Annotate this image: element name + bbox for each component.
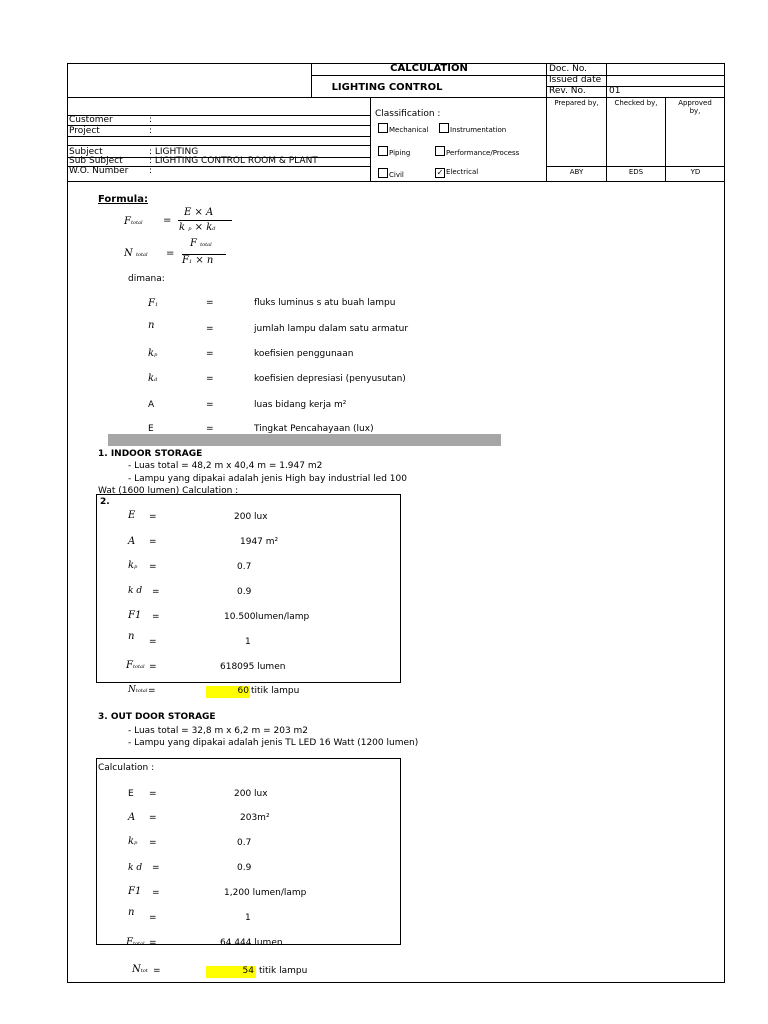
formula-ntotal-symbol: N total xyxy=(124,248,148,259)
def-equals: = xyxy=(206,324,214,334)
def-equals: = xyxy=(206,400,214,410)
meta-left-border xyxy=(546,63,547,182)
header-bottom-divider xyxy=(67,181,725,182)
subject-value: : LIGHTING xyxy=(149,147,199,157)
indoor-wrap-line: Wat (1600 lumen) Calculation : xyxy=(98,486,239,496)
def-symbol-kp: kp xyxy=(148,348,158,359)
formula-ftotal-numerator: E × A xyxy=(184,207,214,218)
indoor-symbol-e: E xyxy=(128,510,136,521)
prepared-by-label: Prepared by, xyxy=(554,99,599,107)
def-equals: = xyxy=(206,424,214,434)
outdoor-symbol-f1: F1 xyxy=(128,886,142,897)
indoor-eq: = xyxy=(149,562,157,572)
def-equals: = xyxy=(206,374,214,384)
checkbox-icon[interactable] xyxy=(378,146,388,156)
indoor-value-f1: 10.500lumen/lamp xyxy=(224,612,310,622)
classification-mechanical[interactable]: Mechanical xyxy=(378,123,428,134)
outdoor-symbol-e: E xyxy=(128,789,134,799)
outdoor-eq: = xyxy=(149,789,157,799)
customer-value: : xyxy=(149,115,153,125)
issued-date-label: Issued date xyxy=(549,75,602,85)
sign-row-line xyxy=(546,166,725,167)
checked-by-value: EDS xyxy=(628,168,644,176)
checkbox-icon[interactable] xyxy=(439,123,449,133)
indoor-value-kd: 0.9 xyxy=(237,587,252,597)
def-text-n: jumlah lampu dalam satu armatur xyxy=(254,324,409,334)
title-divider xyxy=(311,75,546,76)
classification-instrumentation[interactable]: Instrumentation xyxy=(439,123,506,134)
indoor-eq: = xyxy=(149,662,157,672)
indoor-symbol-kd: k d xyxy=(128,586,143,596)
outdoor-ntotal-value: 54 xyxy=(242,966,254,976)
customer-label: Customer xyxy=(69,115,113,125)
outdoor-eq: = xyxy=(149,938,157,948)
outdoor-value-n: 1 xyxy=(245,913,251,923)
classification-electrical[interactable]: ✓ Electrical xyxy=(436,168,479,177)
outdoor-eq: = xyxy=(149,813,157,823)
indoor-eq: = xyxy=(149,637,157,647)
outdoor-eq: = xyxy=(149,913,157,923)
project-gap-line xyxy=(67,145,370,146)
indoor-ntotal-eq: = xyxy=(148,686,156,696)
meta-value-border xyxy=(606,63,607,97)
outdoor-ntotal-eq: = xyxy=(153,966,161,976)
classification-performance[interactable]: Performance/Process xyxy=(435,146,519,157)
formula-heading: Formula: xyxy=(98,194,148,205)
checkbox-icon[interactable] xyxy=(378,123,388,133)
indoor-lamp-line: - Lampu yang dipakai adalah jenis High bay industrial led 100 xyxy=(128,474,407,484)
outdoor-value-e: 200 lux xyxy=(234,789,268,799)
prepared-by-value: ABY xyxy=(569,168,584,176)
outdoor-calc-label: Calculation : xyxy=(98,763,155,773)
outdoor-symbol-ftotal: Ftotal xyxy=(126,937,145,948)
indoor-symbol-kp: kp xyxy=(128,560,138,571)
outdoor-symbol-kp: kp xyxy=(128,836,138,847)
indoor-value-ftotal: 618095 lumen xyxy=(220,662,286,672)
header-divider xyxy=(67,97,725,98)
checkbox-icon[interactable] xyxy=(378,168,388,178)
classification-piping[interactable]: Piping xyxy=(378,146,410,157)
outdoor-eq: = xyxy=(149,838,157,848)
doc-title: CALCULATION xyxy=(390,63,468,74)
wo-number-value: : xyxy=(149,166,153,176)
checkbox-icon[interactable] xyxy=(435,146,445,156)
def-text-a: luas bidang kerja m² xyxy=(254,400,347,410)
def-text-f1: fluks luminus s atu buah lampu xyxy=(254,298,396,308)
def-text-kp: koefisien penggunaan xyxy=(254,349,354,359)
outdoor-value-ftotal: 64.444 lumen xyxy=(220,938,283,948)
formula-ntotal-numerator: F total xyxy=(190,238,212,249)
indoor-symbol-ftotal: Ftotal xyxy=(126,660,145,671)
indoor-value-a: 1947 m² xyxy=(240,537,279,547)
doc-subtitle: LIGHTING CONTROL xyxy=(331,82,443,93)
subsubject-value: : LIGHTING CONTROL ROOM & PLANT xyxy=(149,156,318,166)
indoor-heading: 1. INDOOR STORAGE xyxy=(98,449,203,459)
def-symbol-n: n xyxy=(148,320,155,331)
indoor-eq: = xyxy=(149,537,157,547)
formula-ftotal-equals: = xyxy=(163,215,172,226)
indoor-ntotal-symbol: Ntotal xyxy=(128,685,148,695)
outdoor-ntotal-unit: titik lampu xyxy=(259,966,308,976)
grey-separator-bar xyxy=(108,434,501,446)
formula-ntotal-equals: = xyxy=(166,248,175,259)
outdoor-lamp-line: - Lampu yang dipakai adalah jenis TL LED 16 Watt (1200 lumen) xyxy=(128,738,419,748)
outdoor-symbol-a: A xyxy=(128,812,136,823)
classification-label: Classification : xyxy=(375,109,441,119)
approved-by-value: YD xyxy=(690,168,701,176)
def-text-e: Tingkat Pencahayaan (lux) xyxy=(254,424,374,434)
outdoor-value-kd: 0.9 xyxy=(237,863,252,873)
indoor-symbol-f1: F1 xyxy=(128,610,142,621)
formula-ntotal-denominator: F1 × n xyxy=(182,255,214,266)
def-equals: = xyxy=(206,349,214,359)
formula-ftotal-fraction-bar xyxy=(178,220,232,221)
classification-left-border xyxy=(370,97,371,182)
outdoor-eq: = xyxy=(152,863,160,873)
indoor-symbol-a: A xyxy=(128,536,136,547)
customer-line xyxy=(67,125,370,126)
project-value: : xyxy=(149,126,153,136)
outdoor-value-f1: 1,200 lumen/lamp xyxy=(224,888,307,898)
rev-no-label: Rev. No. xyxy=(549,86,586,96)
def-symbol-e: E xyxy=(148,424,154,434)
indoor-area-line: - Luas total = 48,2 m x 40,4 m = 1.947 m2 xyxy=(128,461,323,471)
indoor-value-n: 1 xyxy=(245,637,251,647)
checkmark-icon[interactable]: ✓ xyxy=(436,168,444,177)
checked-by-label: Checked by, xyxy=(614,99,658,107)
indoor-eq: = xyxy=(149,512,157,522)
outdoor-area-line: - Luas total = 32,8 m x 6,2 m = 203 m2 xyxy=(128,726,309,736)
indoor-eq: = xyxy=(152,612,160,622)
def-symbol-kd: kd xyxy=(148,373,158,384)
def-symbol-a: A xyxy=(148,400,155,410)
project-line xyxy=(67,136,370,137)
outdoor-value-kp: 0.7 xyxy=(237,838,252,848)
indoor-eq: = xyxy=(152,587,160,597)
subsubject-label: Sub Subject xyxy=(69,156,123,166)
outdoor-symbol-kd: k d xyxy=(128,863,143,873)
indoor-ntotal-value: 60 xyxy=(237,686,249,696)
def-symbol-f1: F1 xyxy=(148,298,159,309)
def-text-kd: koefisien depresiasi (penyusutan) xyxy=(254,374,406,384)
project-label: Project xyxy=(69,126,100,136)
outdoor-symbol-n: n xyxy=(128,907,135,918)
indoor-value-e: 200 lux xyxy=(234,512,268,522)
formula-ftotal-denominator: k p × kd xyxy=(179,222,216,233)
rev-no-value: 01 xyxy=(609,86,621,96)
doc-no-label: Doc. No. xyxy=(549,64,588,74)
wo-number-label: W.O. Number xyxy=(69,166,129,176)
outdoor-heading: 3. OUT DOOR STORAGE xyxy=(98,712,216,722)
dimana-label: dimana: xyxy=(128,274,165,284)
outdoor-eq: = xyxy=(152,888,160,898)
subject-label: Subject xyxy=(69,147,103,157)
def-equals: = xyxy=(206,298,214,308)
formula-ftotal-symbol: Ftotal xyxy=(124,216,143,227)
approved-by-label: Approved by, xyxy=(678,99,712,115)
indoor-ntotal-unit: titik lampu xyxy=(251,686,300,696)
classification-civil[interactable]: Civil xyxy=(378,168,404,179)
outdoor-ntotal-symbol: Ntot xyxy=(132,964,148,975)
indoor-value-kp: 0.7 xyxy=(237,562,252,572)
indoor-box-number: 2. xyxy=(100,497,110,507)
outdoor-value-a: 203m² xyxy=(240,813,270,823)
indoor-symbol-n: n xyxy=(128,631,135,642)
